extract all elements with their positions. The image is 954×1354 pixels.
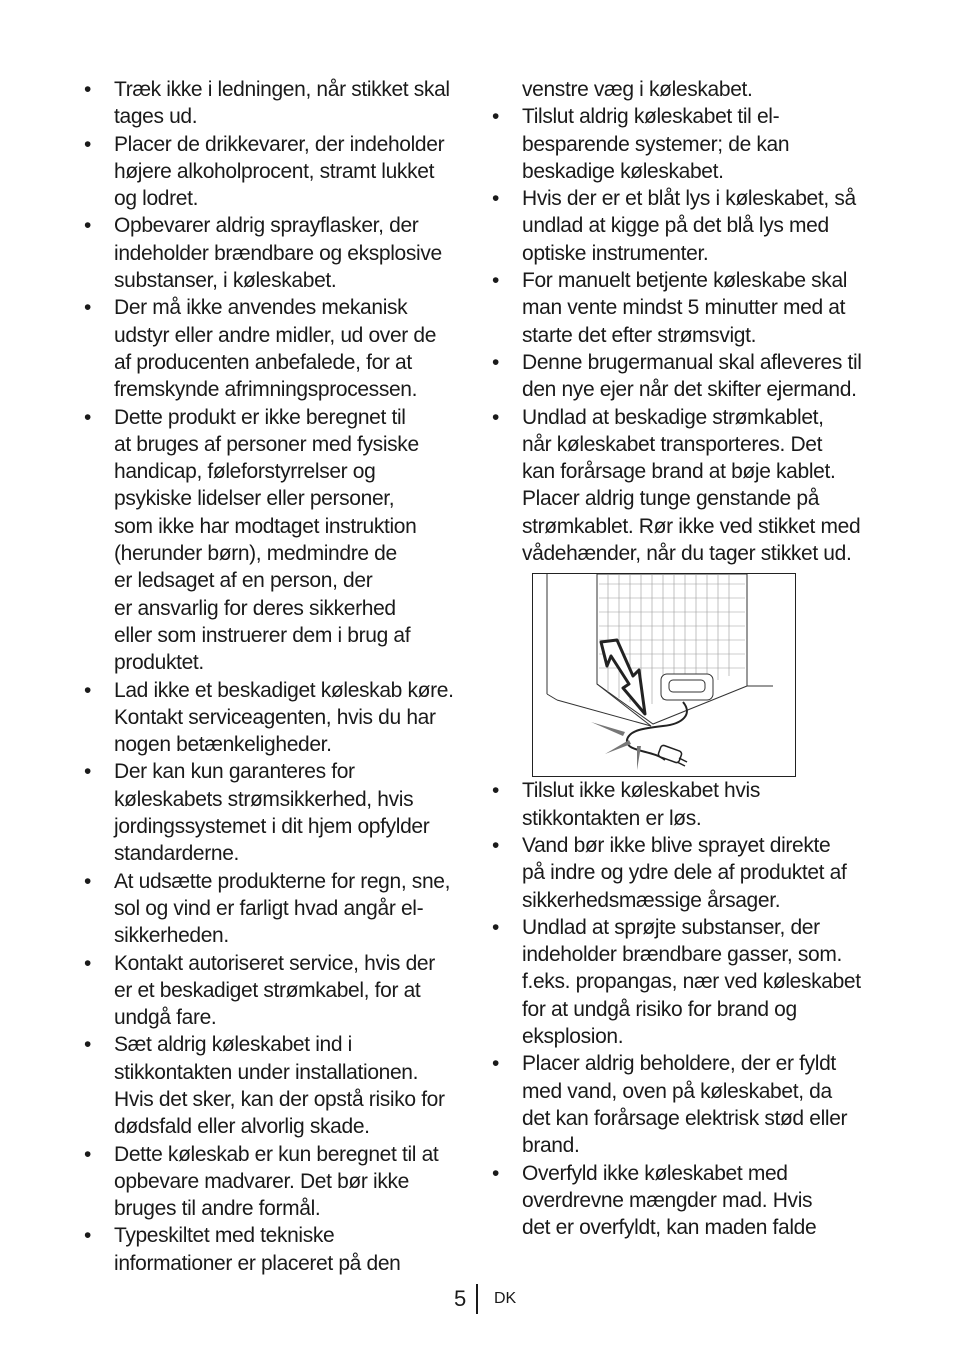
list-item-line: • Sæt aldrig køleskabet ind i	[114, 1033, 352, 1057]
list-item	[490, 832, 880, 914]
list-item-line: eksplosion.	[522, 1025, 624, 1049]
page-number: 5	[454, 1286, 467, 1311]
list-item-line: • At udsætte produkterne for regn, sne,	[114, 869, 451, 893]
list-item-line: den nye ejer når det skifter ejermand.	[522, 378, 857, 402]
list-item-line: sikkerhedsmæssige årsager.	[522, 888, 781, 912]
list-item-line: brand.	[522, 1134, 580, 1158]
list-item-line: eller som instruerer dem i brug af	[114, 623, 411, 647]
list-item-line: stikkontakten er løs.	[522, 806, 702, 830]
list-item-line: handicap, føleforstyrrelser og	[114, 460, 376, 484]
list-item-line: Hvis det sker, kan der opstå risiko for	[114, 1087, 445, 1111]
safety-list-right-bottom	[490, 777, 880, 1241]
list-item-line: undgå fare.	[114, 1006, 217, 1030]
list-item-line: at bruges af personer med fysiske	[114, 432, 419, 456]
continued-text	[490, 76, 880, 103]
list-item	[82, 1031, 468, 1140]
list-item-line: • Der må ikke anvendes mekanisk	[114, 296, 408, 320]
list-item-line: og lodret.	[114, 187, 199, 211]
list-item-line: som ikke har modtaget instruktion	[114, 514, 417, 538]
list-item-line: • Vand bør ikke blive sprayet direkte	[522, 833, 831, 857]
list-item-line: dødsfald eller alvorlig skade.	[114, 1115, 370, 1139]
list-item	[82, 1141, 468, 1223]
list-item-line: • Placer aldrig beholdere, der er fyldt	[522, 1052, 836, 1076]
list-item-line: det kan forårsage elektrisk stød eller	[522, 1106, 848, 1130]
list-item-line: kan forårsage brand at bøje kablet.	[522, 460, 836, 484]
list-item-line: • Tilslut ikke køleskabet hvis	[522, 779, 760, 803]
list-item-line: undlad at kigge på det blå lys med	[522, 214, 829, 238]
list-item-line: er ledsaget af en person, der	[114, 569, 373, 593]
list-item-line: • For manuelt betjente køleskabe skal	[522, 269, 848, 293]
list-item-line: af producenten anbefalede, for at	[114, 350, 412, 374]
list-item-line: stikkontakten under installationen.	[114, 1060, 419, 1084]
power-cable-warning-illustration	[532, 573, 796, 777]
list-item	[490, 267, 880, 349]
list-item	[490, 103, 880, 185]
list-item-line: • Opbevarer aldrig sprayflasker, der	[114, 214, 419, 238]
list-item-line: for at undgå risiko for brand og	[522, 997, 797, 1021]
list-item-line: standarderne.	[114, 842, 240, 866]
list-item-line: det er overfyldt, kan maden falde	[522, 1216, 817, 1240]
list-item-line: vådehænder, når du tager stikket ud.	[522, 542, 852, 566]
list-item-line: • Træk ikke i ledningen, når stikket skal	[114, 78, 450, 101]
list-item-line: indeholder brændbare gasser, som.	[522, 943, 842, 967]
list-item-line: substanser, i køleskabet.	[114, 269, 337, 293]
list-item	[82, 758, 468, 867]
list-item	[82, 950, 468, 1032]
language-code: DK	[494, 1290, 517, 1307]
list-item-line: Kontakt serviceagenten, hvis du har	[114, 705, 436, 729]
list-item-line: optiske instrumenter.	[522, 241, 709, 265]
footer-divider	[476, 1284, 478, 1314]
list-item-line: opbevare madvarer. Det bør ikke	[114, 1169, 409, 1193]
list-item-line: nogen betænkeligheder.	[114, 733, 332, 757]
list-item	[82, 294, 468, 403]
list-item-line: Placer aldrig tunge genstande på	[522, 487, 820, 511]
list-item-line: • Kontakt autoriseret service, hvis der	[114, 951, 435, 975]
list-item-line: er ansvarlig for deres sikkerhed	[114, 596, 396, 620]
list-item-line: beskadige køleskabet.	[522, 159, 724, 183]
list-item	[490, 1050, 880, 1159]
list-item-line: starte det efter strømsvigt.	[522, 323, 757, 347]
list-item-line: informationer er placeret på den	[114, 1251, 401, 1275]
list-item	[490, 349, 880, 404]
list-item-line: indeholder brændbare og eksplosive	[114, 241, 442, 265]
list-item-line: • Overfyld ikke køleskabet med	[522, 1161, 788, 1185]
fridge-cable-drawing	[533, 574, 794, 775]
list-item	[82, 212, 468, 294]
list-item	[82, 404, 468, 677]
list-item	[490, 914, 880, 1050]
list-item-line: fremskynde afrimningsprocessen.	[114, 378, 418, 402]
right-column	[490, 76, 880, 1241]
safety-list-right-top	[490, 103, 880, 567]
list-item-line: • Placer de drikkevarer, der indeholder	[114, 132, 445, 156]
list-item-line: bruges til andre formål.	[114, 1197, 321, 1221]
list-item-line: sol og vind er farligt hvad angår el-	[114, 896, 424, 920]
list-item-line: • Lad ikke et beskadiget køleskab køre.	[114, 678, 454, 702]
continued-line: venstre væg i køleskabet.	[522, 78, 753, 101]
list-item-line: f.eks. propangas, nær ved køleskabet	[522, 970, 861, 994]
list-item	[82, 677, 468, 759]
list-item-line: produktet.	[114, 651, 204, 675]
list-item-line: • Der kan kun garanteres for	[114, 760, 355, 784]
list-item	[82, 1222, 468, 1277]
list-item-line: med vand, oven på køleskabet, da	[522, 1079, 832, 1103]
list-item-line: man vente mindst 5 minutter med at	[522, 296, 846, 320]
list-item	[82, 868, 468, 950]
list-item-line: køleskabets strømsikkerhed, hvis	[114, 787, 414, 811]
list-item-line: når køleskabet transporteres. Det	[522, 432, 823, 456]
list-item-line: jordingssystemet i dit hjem opfylder	[114, 815, 430, 839]
left-column	[82, 76, 468, 1277]
list-item-line: tages ud.	[114, 105, 198, 129]
list-item-line: • Denne brugermanual skal afleveres til	[522, 350, 862, 374]
list-item-line: • Typeskiltet med tekniske	[114, 1224, 335, 1248]
list-item	[490, 185, 880, 267]
list-item-line: • Undlad at sprøjte substanser, der	[522, 915, 820, 939]
list-item-line: psykiske lidelser eller personer,	[114, 487, 395, 511]
list-item-line: er et beskadiget strømkabel, for at	[114, 978, 421, 1002]
list-item-line: • Tilslut aldrig køleskabet til el-	[522, 105, 780, 129]
list-item	[490, 404, 880, 568]
list-item-line: besparende systemer; de kan	[522, 132, 790, 156]
list-item	[82, 76, 468, 131]
list-item-line: udstyr eller andre midler, ud over de	[114, 323, 437, 347]
list-item-line: sikkerheden.	[114, 924, 229, 948]
list-item-line: strømkablet. Rør ikke ved stikket med	[522, 514, 861, 538]
list-item-line: • Undlad at beskadige strømkablet,	[522, 405, 824, 429]
list-item-line: • Dette produkt er ikke beregnet til	[114, 405, 406, 429]
list-item-line: på indre og ydre dele af produktet af	[522, 861, 847, 885]
page-footer	[0, 1284, 954, 1316]
list-item	[490, 777, 880, 832]
list-item	[490, 1160, 880, 1242]
list-item-line: • Hvis der er et blåt lys i køleskabet, så	[522, 187, 856, 211]
safety-list-left	[82, 76, 468, 1277]
list-item-line: overdrevne mængder mad. Hvis	[522, 1188, 813, 1212]
list-item-line: (herunder børn), medmindre de	[114, 542, 397, 566]
list-item-line: • Dette køleskab er kun beregnet til at	[114, 1142, 439, 1166]
list-item-line: højere alkoholprocent, stramt lukket	[114, 159, 435, 183]
list-item	[82, 131, 468, 213]
